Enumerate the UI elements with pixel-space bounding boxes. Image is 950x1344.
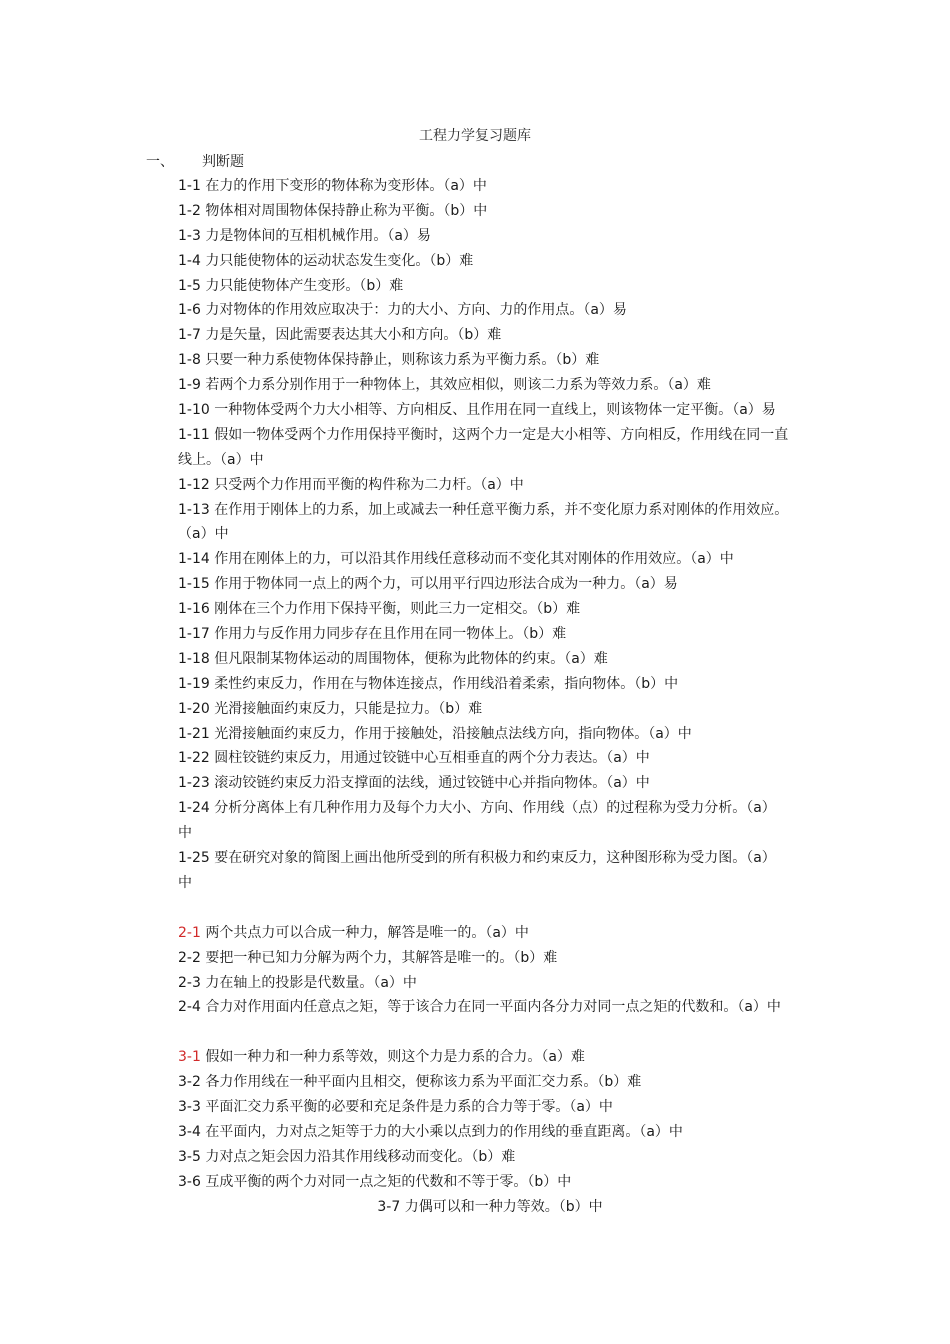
question-line [178, 1095, 808, 1120]
question-text: 1-2 物体相对周围物体保持静止称为平衡。（b）中 [178, 202, 488, 219]
question-line [178, 199, 808, 224]
question-line [178, 498, 808, 523]
question-line [178, 796, 808, 821]
question-line [178, 971, 808, 996]
question-line [178, 647, 808, 672]
question-text: 1-19 柔性约束反力，作用在与物体连接点，作用线沿着柔索，指向物体。（b）中 [178, 675, 679, 692]
section-heading [146, 151, 244, 173]
question-text: 1-16 刚体在三个力作用下保持平衡，则此三力一定相交。（b）难 [178, 601, 581, 618]
question-line [178, 672, 808, 697]
question-text: 1-22 圆柱铰链约束反力，用通过铰链中心互相垂直的两个分力表达。（a）中 [178, 750, 650, 767]
section-label: 判断题 [202, 154, 244, 170]
question-text: 1-18 但凡限制某物体运动的周围物体，便称为此物体的约束。（a）难 [178, 650, 608, 667]
question-text: 1-15 作用于物体同一点上的两个力，可以用平行四边形法合成为一种力。（a）易 [178, 576, 678, 593]
question-line [178, 274, 808, 299]
question-number: 2-1 [178, 924, 201, 941]
question-text: 1-4 力只能使物体的运动状态发生变化。（b）难 [178, 252, 474, 269]
question-text: 两个共点力可以合成一种力，解答是唯一的。（a）中 [200, 924, 529, 941]
question-line [178, 946, 808, 971]
question-line [178, 224, 808, 249]
question-line [178, 1120, 808, 1145]
question-text: 3-2 各力作用线在一种平面内且相交，便称该力系为平面汇交力系。（b）难 [178, 1074, 642, 1091]
question-line [178, 722, 808, 747]
document-title: 工程力学复习题库 [419, 128, 531, 144]
question-text: 1-8 只要一种力系使物体保持静止，则称该力系为平衡力系。（b）难 [178, 352, 600, 369]
question-text: 1-23 滚动铰链约束反力沿支撑面的法线，通过铰链中心并指向物体。（a）中 [178, 775, 650, 792]
question-text: 2-4 合力对作用面内任意点之矩，等于该合力在同一平面内各分力对同一点之矩的代数和。（a）中 [178, 999, 781, 1016]
question-line [178, 697, 808, 722]
question-line [178, 1170, 808, 1195]
question-text: 3-4 在平面内，力对点之矩等于力的大小乘以点到力的作用线的垂直距离。（a）中 [178, 1123, 683, 1140]
question-text: 1-20 光滑接触面约束反力，只能是拉力。（b）难 [178, 700, 483, 717]
question-line [178, 249, 808, 274]
question-text: 3-6 互成平衡的两个力对同一点之矩的代数和不等于零。（b）中 [178, 1173, 572, 1190]
question-text: 2-2 要把一种已知力分解为两个力，其解答是唯一的。（b）难 [178, 949, 558, 966]
question-text: 1-3 力是物体间的互相机械作用。（a）易 [178, 227, 431, 244]
question-line [178, 398, 808, 423]
question-text: （a）中 [178, 526, 229, 543]
question-text: 1-25 要在研究对象的简图上画出他所受到的所有积极力和约束反力，这种图形称为受力图。（a） [178, 850, 776, 867]
section-number: 一、 [146, 154, 174, 170]
question-line [178, 448, 808, 473]
question-line [178, 871, 808, 896]
question-text: 1-10 一种物体受两个力大小相等、方向相反、且作用在同一直线上，则该物体一定平衡。（a）易 [178, 402, 776, 419]
question-line [178, 846, 808, 871]
question-line [178, 1020, 808, 1045]
question-line [178, 995, 808, 1020]
question-line [178, 547, 808, 572]
question-text: 1-24 分析分离体上有几种作用力及每个力大小、方向、作用线（点）的过程称为受力分析。（a） [178, 800, 776, 817]
question-text: 中 [178, 874, 192, 891]
question-line [178, 174, 808, 199]
question-text: 1-21 光滑接触面约束反力，作用于接触处，沿接触点法线方向，指向物体。（a）中 [178, 725, 692, 742]
question-line [178, 323, 808, 348]
question-text: 1-7 力是矢量，因此需要表达其大小和方向。（b）难 [178, 327, 502, 344]
question-text: 1-9 若两个力系分别作用于一种物体上，其效应相似，则该二力系为等效力系。（a）难 [178, 377, 711, 394]
question-text: 1-13 在作用于刚体上的力系，加上或减去一种任意平衡力系，并不变化原力系对刚体的作用效应。 [178, 501, 789, 518]
question-text: 假如一种力和一种力系等效，则这个力是力系的合力。（a）难 [200, 1049, 585, 1066]
question-item-3-7: 3-7 力偶可以和一种力等效。（b）中 [377, 1199, 603, 1215]
question-line [178, 896, 808, 921]
question-line [178, 1070, 808, 1095]
question-line [178, 771, 808, 796]
question-line [178, 1145, 808, 1170]
question-text: 3-5 力对点之矩会因力沿其作用线移动而变化。（b）难 [178, 1148, 516, 1165]
question-text: 1-14 作用在刚体上的力，可以沿其作用线任意移动而不变化其对刚体的作用效应。（a）中 [178, 551, 734, 568]
question-number: 3-1 [178, 1049, 201, 1066]
question-text: 1-1 在力的作用下变形的物体称为变形体。（a）中 [178, 178, 487, 194]
question-line [178, 473, 808, 498]
question-line [178, 1045, 808, 1070]
question-line [178, 746, 808, 771]
question-text: 线上。（a）中 [178, 451, 264, 468]
question-text: 1-17 作用力与反作用力同步存在且作用在同一物体上。（b）难 [178, 626, 567, 643]
question-line [178, 522, 808, 547]
question-line [178, 348, 808, 373]
question-text: 1-12 只受两个力作用而平衡的构件称为二力杆。（a）中 [178, 476, 524, 493]
question-text: 中 [178, 825, 192, 842]
question-line [178, 572, 808, 597]
question-line [178, 622, 808, 647]
question-text: 3-3 平面汇交力系平衡的必要和充足条件是力系的合力等于零。（a）中 [178, 1098, 613, 1115]
question-text: 1-5 力只能使物体产生变形。（b）难 [178, 277, 404, 294]
question-text: 1-6 力对物体的作用效应取决于：力的大小、方向、力的作用点。（a）易 [178, 302, 627, 319]
question-line [178, 298, 808, 323]
question-line [178, 373, 808, 398]
question-list [178, 174, 808, 1195]
question-line [178, 921, 808, 946]
question-line [178, 821, 808, 846]
question-text: 1-11 假如一物体受两个力作用保持平衡时，这两个力一定是大小相等、方向相反，作用线在同一直 [178, 426, 789, 443]
question-text: 2-3 力在轴上的投影是代数量。（a）中 [178, 974, 417, 991]
question-line [178, 597, 808, 622]
question-line [178, 423, 808, 448]
